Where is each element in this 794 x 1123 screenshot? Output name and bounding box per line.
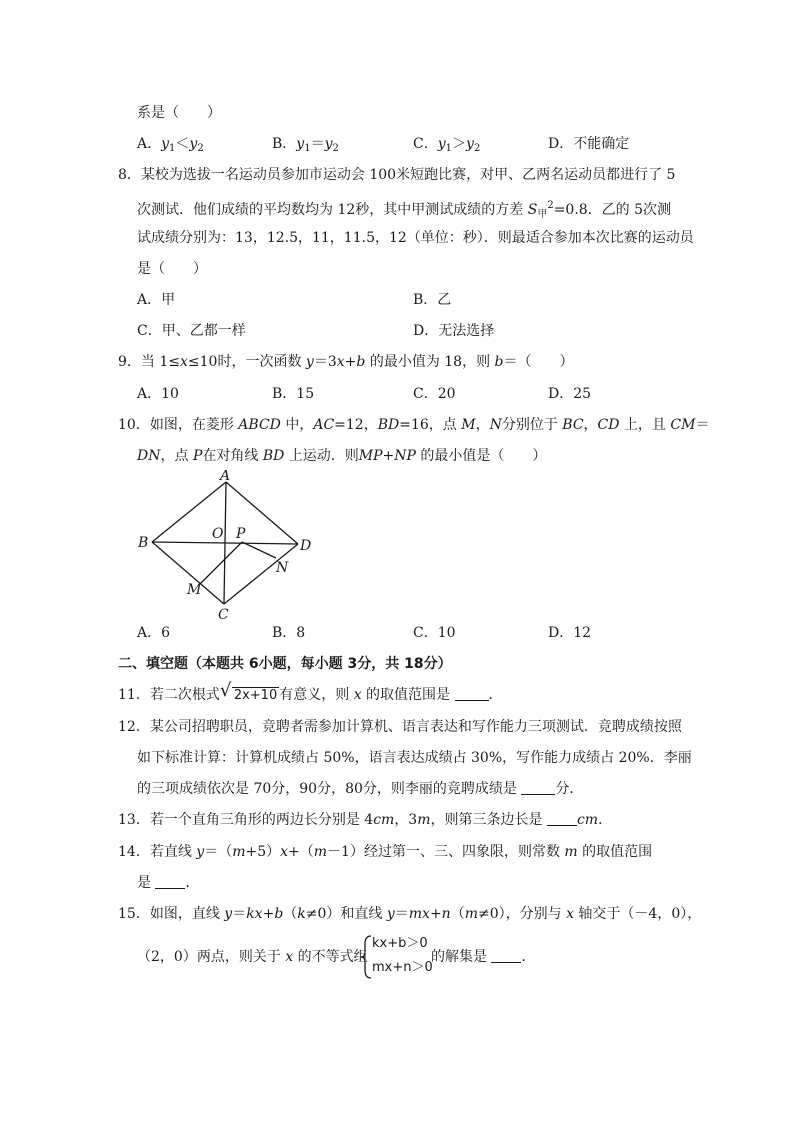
q14-line-1: 14．若直线 y＝（m+5）x+（m－1）经过第一、三、四象限，则常数 m 的取值范围 — [118, 844, 653, 860]
q12-line-3: 的三项成绩依次是 70分，90分，80分，则李丽的竞聘成绩是 分． — [137, 781, 584, 797]
q9-option-d: D．25 — [548, 386, 592, 402]
label-a: A — [220, 470, 231, 484]
q15-line-2-tail: 的解集是 ． — [431, 949, 536, 965]
segment-mp — [200, 542, 242, 584]
label-n: N — [276, 560, 289, 576]
q12-answer-blank — [521, 780, 555, 795]
q15-line-2: （2，0）两点，则关于 x 的不等式组 — [137, 949, 368, 965]
q13-stem: 13．若一个直角三角形的两边长分别是 4cm，3m，则第三条边长是 cm． — [118, 812, 613, 828]
label-c: C — [218, 607, 229, 620]
q8-option-d: D．无法选择 — [413, 323, 495, 339]
q7-option-c: C．$y_1>y_2$ — [413, 136, 481, 154]
q8-line-3: 试成绩分别为：13，12.5，11，11.5，12（单位：秒）．则最适合参加本次比赛的运动员 — [137, 230, 694, 246]
q9-option-c: C．20 — [413, 386, 456, 402]
q7-option-a: A．$y_1<y_2$ — [137, 136, 204, 154]
q11-answer-blank — [455, 686, 489, 701]
q7-option-d: D．不能确定 — [548, 136, 630, 152]
label-b: B — [138, 535, 149, 551]
segment-np — [242, 542, 276, 558]
q8-line-1: 8．某校为选拔一名运动员参加市运动会 100米短跑比赛，对甲、乙两名运动员都进行了 5 — [118, 167, 676, 183]
label-m: M — [187, 582, 202, 598]
q7-option-b: B．$y_1=y_2$ — [272, 136, 339, 154]
q8-option-a: A．甲 — [137, 292, 176, 308]
q14-line-2: 是 ． — [137, 875, 200, 891]
q7-stem-tail: 系是（ ） — [137, 105, 221, 121]
rhombus-figure — [130, 470, 330, 620]
q12-line-1: 12．某公司招聘职员，竞聘者需参加计算机、语言表达和写作能力三项测试．竞聘成绩按照 — [118, 719, 682, 735]
q8-option-c: C．甲、乙都一样 — [137, 323, 246, 339]
q10-option-b: B．8 — [272, 625, 306, 641]
q10-option-d: D．12 — [548, 625, 592, 641]
q8-line-2: 次测试．他们成绩的平均数均为 12秒，其中甲测试成绩的方差 $S_甲^2=0.8$．乙的 5次测 — [137, 200, 672, 220]
q10-line-2: DN，点 P在对角线 BD 上运动．则MP+NP 的最小值是（ ） — [137, 448, 547, 464]
q9-option-a: A．10 — [137, 386, 179, 402]
q8-option-b: B．乙 — [413, 292, 452, 308]
q10-line-1: 10．如图，在菱形 ABCD 中，AC=12，BD=16，点 M，N分别位于 BC，CD 上，且 CM＝ — [118, 417, 710, 433]
q11-stem: 11．若二次根式 √ 2x+10 有意义，则 x 的取值范围是 ． — [118, 685, 503, 706]
q9-option-b: B．15 — [272, 386, 315, 402]
q13-answer-blank — [547, 811, 577, 826]
q15-answer-blank — [491, 948, 521, 963]
q10-option-a: A．6 — [137, 625, 171, 641]
label-o: O — [212, 526, 224, 542]
q10-option-c: C．10 — [413, 625, 456, 641]
label-d: D — [300, 538, 312, 554]
label-p: P — [236, 526, 246, 542]
q8-line-4: 是（ ） — [137, 261, 207, 277]
system-inequality-1: kx+b＞0 — [372, 936, 428, 951]
q14-answer-blank — [155, 874, 185, 889]
q12-line-2: 如下标准计算：计算机成绩占 50%，语言表达成绩占 30%，写作能力成绩占 20%．李丽 — [137, 750, 692, 766]
system-inequality-2: mx+n＞0 — [372, 960, 433, 975]
q9-stem: 9．当 1≤x≤10时，一次函数 y＝3x+b 的最小值为 18，则 b＝（ ） — [118, 354, 574, 370]
q15-line-1: 15．如图，直线 y＝kx+b（k≠0）和直线 y＝mx+n（m≠0），分别与 x 轴交于（－4，0）， — [118, 906, 702, 922]
sqrt-expression: √ 2x+10 — [219, 680, 278, 703]
section-2-title: 二、填空题（本题共 6小题，每小题 3分，共 18分） — [118, 656, 452, 672]
